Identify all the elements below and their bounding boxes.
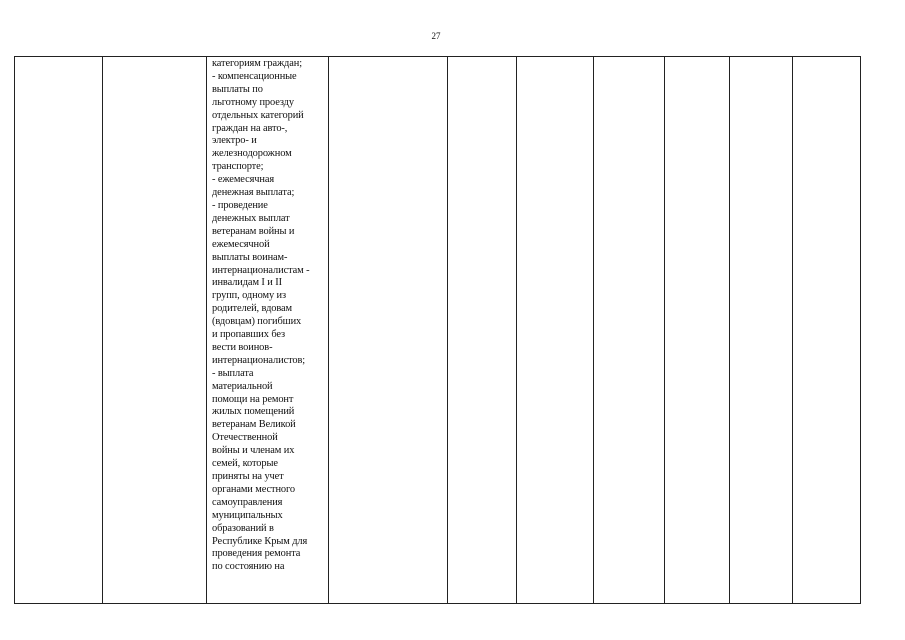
description-line: Республике Крым для [212,535,308,547]
description-line: денежная выплата; [212,187,295,199]
description-line: семей, которые [212,458,278,470]
description-line: (вдовцам) погибших [212,316,302,328]
description-line: ветеранам Великой [212,419,296,431]
description-line: - компенсационные [212,70,297,82]
description-line: муниципальных [212,509,283,521]
description-line: железнодорожном [212,148,292,160]
table-cell-1 [15,57,103,604]
description-line: - ежемесячная [212,174,275,186]
description-line: жилых помещений [212,406,295,418]
table-cell-6 [517,57,594,604]
description-line: интернационалистам - [212,264,310,276]
description-line: родителей, вдовам [212,303,293,315]
description-line: образований в [212,522,274,534]
description-line: приняты на учет [212,471,284,482]
description-line: транспорте; [212,161,264,173]
description-line: групп, одному из [212,290,287,302]
description-line: помощи на ремонт [212,393,294,405]
description-line: материальной [212,380,273,392]
description-line: и пропавших без [212,329,286,341]
table-cell-description [207,57,329,604]
description-line: категориям граждан; [212,58,302,69]
table-cell-9 [730,57,793,604]
description-line: выплаты воинам- [212,251,288,263]
description-line: денежных выплат [212,212,290,224]
description-line: ежемесячной [212,238,270,250]
description-line: граждан на авто-, [212,122,288,134]
table-cell-2 [103,57,207,604]
description-line: проведения ремонта [212,548,301,560]
description-line: отдельных категорий [212,109,304,121]
description-line: войны и членам их [212,445,295,457]
table-cell-4 [329,57,448,604]
description-line: - выплата [212,367,254,379]
table-cell-10 [793,57,861,604]
table-row [15,57,861,604]
description-line: ветеранам войны и [212,225,295,237]
description-line: органами местного [212,483,296,495]
description-line: выплаты по [212,83,263,95]
table-cell-7 [594,57,665,604]
description-line: инвалидам I и II [212,277,282,289]
page-number: 27 [431,31,441,41]
description-line: льготному проезду [212,96,294,108]
description-line: Отечественной [212,432,278,444]
description-line: самоуправления [212,496,283,508]
document-table [14,56,861,604]
description-line: вести воинов- [212,341,273,353]
table-cell-8 [665,57,730,604]
description-line: - проведение [212,199,268,211]
description-text [207,57,328,574]
description-line: интернационалистов; [212,354,306,366]
description-line: по состоянию на [212,561,285,573]
description-line: электро- и [212,135,257,147]
table-cell-5 [448,57,517,604]
